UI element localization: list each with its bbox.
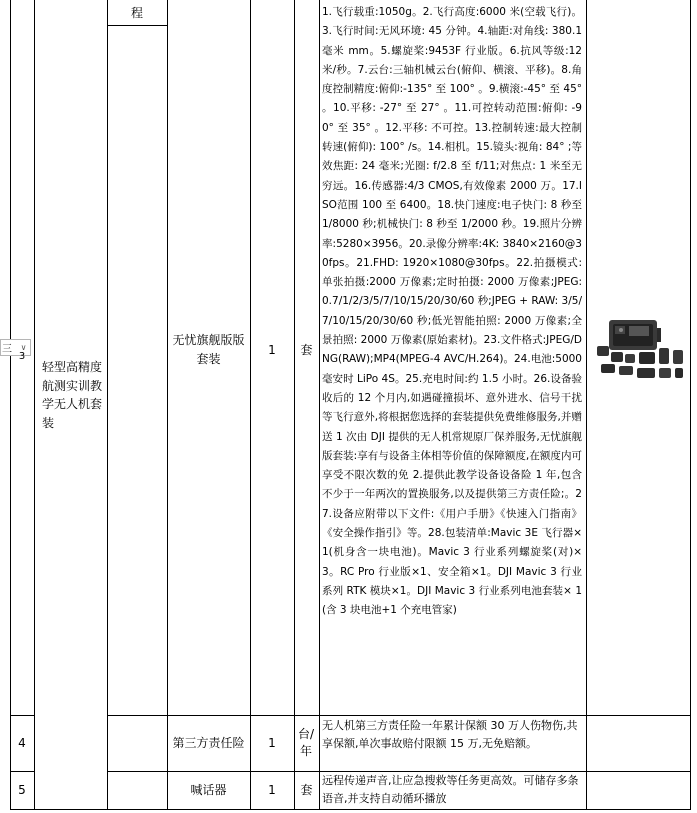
item-spec: 无人机第三方责任险一年累计保额 30 万人伤物伤,共享保额,单次事故赔付限额 15 万,无免赔额。 [322,719,578,750]
item-qty: 1 [268,343,276,357]
item-unit: 台/年 [297,727,315,758]
row-number: 5 [18,783,26,797]
item-spec: 远程传递声音,让应急搜救等任务更高效。可储存多条语音,并支持自动循环播放 [322,774,579,805]
grid-line [10,0,11,810]
item-name: 无忧旗舰版版套装 [172,333,245,366]
header-fragment: 程 [130,5,143,20]
grid-line [586,0,587,810]
item-name: 第三方责任险 [172,736,245,750]
grid-line [34,0,35,810]
group-name: 轻型高精度航测实训教学无人机套装 [42,360,103,430]
row-number-partial: 3 [18,351,26,362]
grid-line [250,0,251,810]
drone-kit-icon [595,318,687,388]
item-unit: 套 [300,343,313,357]
grid-line [167,0,168,810]
grid-line [107,0,108,810]
item-qty: 1 [268,736,276,750]
row-number: 4 [18,736,26,750]
grid-line [107,25,167,26]
item-name: 喊话器 [190,783,227,797]
item-unit: 套 [300,783,313,797]
item-spec: 1.飞行载重:1050g。2.飞行高度:6000 米(空载飞行)。3.飞行时间:无风环境: 45 分钟。4.轴距:对角线: 380.1 毫米 mm。5.螺旋桨:9453F 行业版。6.抗风等级:12 米/秒。7.云台:三轴机械云台(俯仰、横滚、平移)。8.角度控制精度:俯仰:-135° 至 100° 。9.横滚:-45° 至 45° 。10.平移: -27° 至 27° 。11.可控转动范围:俯仰: -90° 至 35° 。12.平移: 不可控。13.控制转速:最大控制转速(俯仰): 100° /s。14.相机。15.镜头:视角: 84° ;等效焦距: 24 毫米;光圈: f/2.8 至 f/11;对焦点: 1 米至无穷远。16.传感器:4/3 CMOS,有效像素 2000 万。17.ISO范围 100 至 6400。18.快门速度:电子快门: 8 秒至 1/8000 秒;机械快门: 8 秒至 1/2000 秒。19.照片分辨率:5280×3956。20.录像分辨率:4K: 3840×2160@30fps。21.FHD: 1920×1080@30fps。22.拍摄模式:单张拍摄:2000 万像素;定时拍摄: 2000 万像素;JPEG: 0.7/1/2/3/5/7/10/15/20/30/60 秒;JPEG + RAW: 3/5/7/10/15/20/30/60 秒;低光智能拍照: 2000 万像素;全景拍照: 2000 万像素(原始素材)。23.文件格式:JPEG/DNG(RAW);MP4(MPEG-4 AVC/H.264)。24.电池:5000 毫安时 LiPo 4S。25.充电时间:约 1.5 小时。26.设备验收后的 12 个月内,如遇碰撞损坏、意外进水、信号干扰等飞行意外,将根据您选择的套装提供免费维修服务,并赠送 1 次由 DJI 提供的无人机常规原厂保养服务,无忧旗舰版套装:享有与设备主体相等价值的保障额度,在额度内可享受不限次数的免 2.提供此教学设备设备险 1 年,包含不少于一年两次的置换服务,以及提供第三方责任险;。27.设备应附带以下文件:《用户手册》《快速入门指南》《安全操作指引》等。28.包装清单:Mavic 3E 飞行器× 1(机身含一块电池)。Mavic 3 行业系列螺旋桨(对)× 3。RC Pro 行业版×1、安全箱×1。DJI Mavic 3 行业系列 RTK 模块×1。DJI Mavic 3 行业系列电池套装× 1(含 3 块电池+1 个充电管家) [322,6,582,617]
select-value: 三 [2,344,12,355]
chevron-down-icon: ∨ [20,343,27,352]
grid-line [294,0,295,810]
item-qty: 1 [268,783,276,797]
grid-line [10,809,691,810]
grid-line [690,0,691,810]
grid-line [319,0,320,810]
